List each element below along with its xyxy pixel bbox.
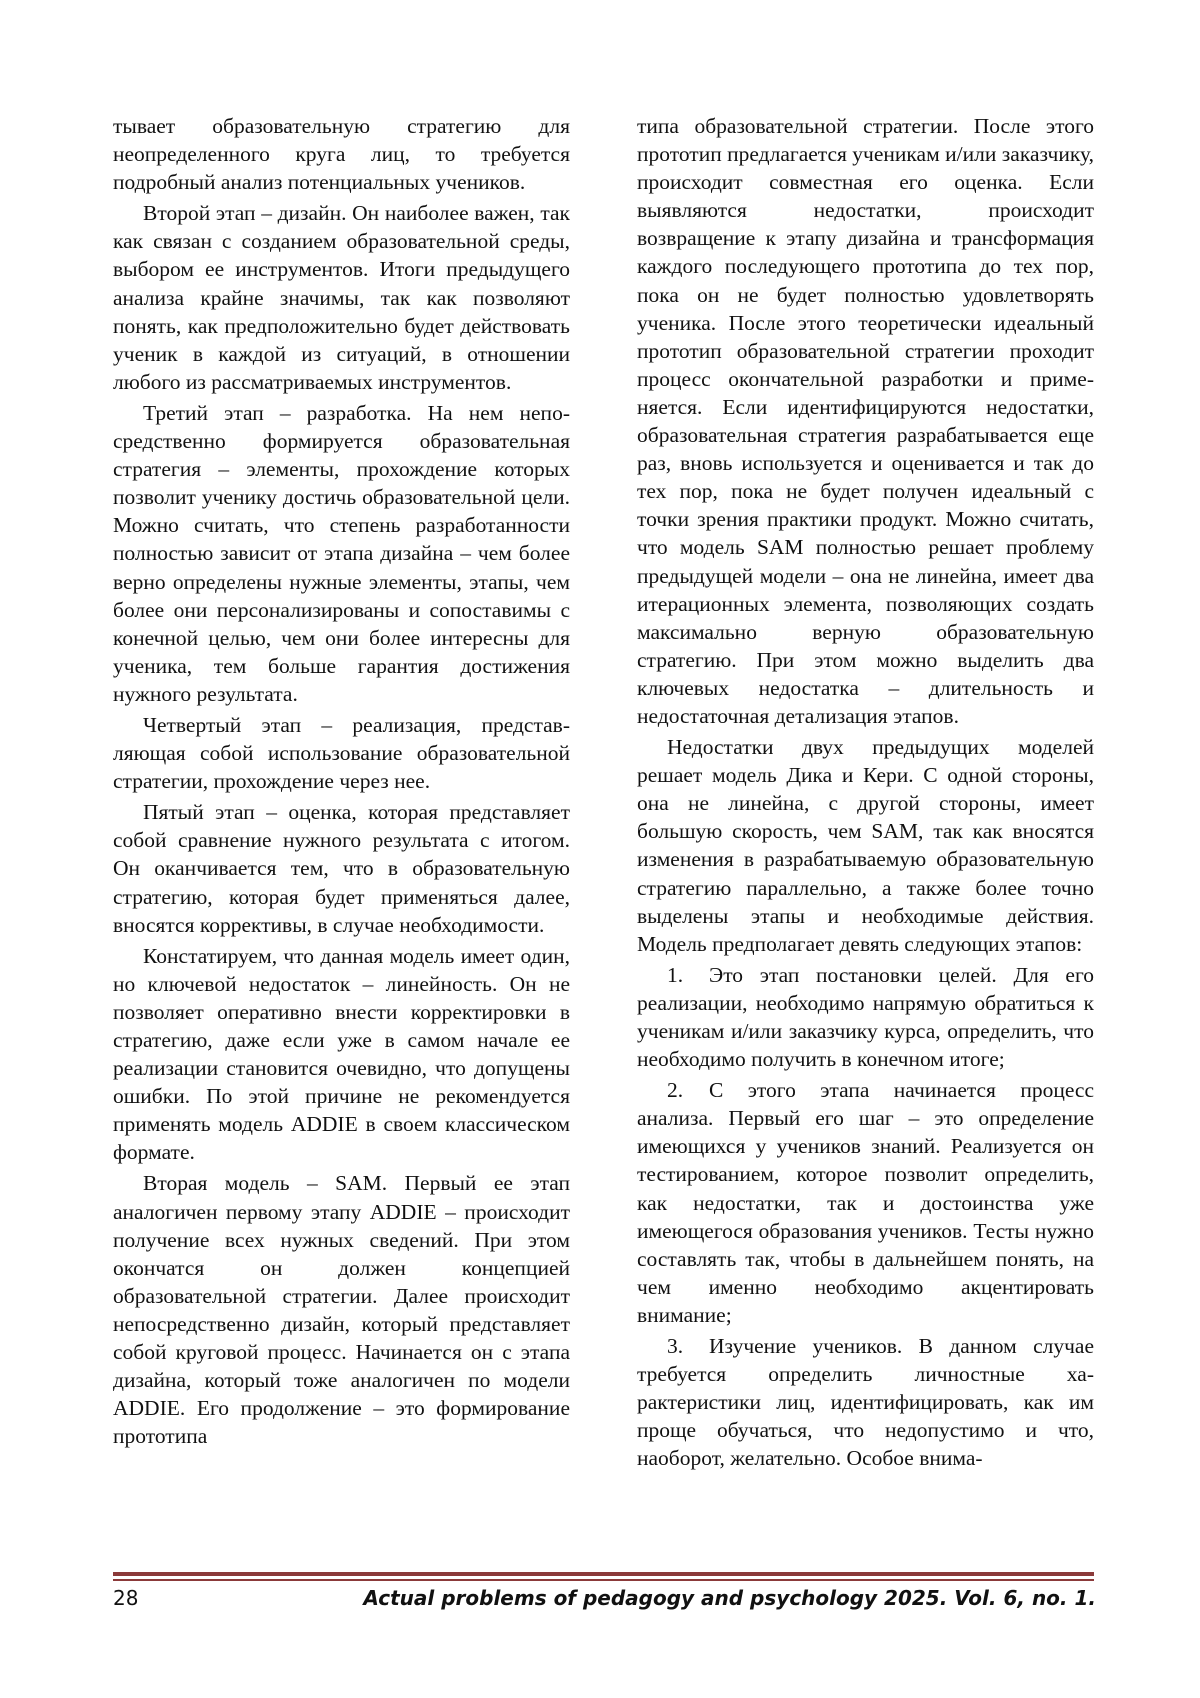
list-item xyxy=(637,1332,1094,1472)
page-number: 28 xyxy=(113,1586,139,1610)
paragraph: тывает образовательную стратегию для неопределенного круга лиц, то требуется подробный анализ потенциальных учеников. xyxy=(113,114,570,195)
list-item-number: 2. xyxy=(667,1078,684,1103)
footer-rule-thick xyxy=(113,1572,1094,1576)
list-item xyxy=(637,1076,1094,1329)
paragraph: типа образовательной стратегии. После этого прототип предлагается ученикам и/или заказчику, происходит совместная его оценка. Если выявляются недостатки, происходит возвращение к этапу дизайна и трансформация каждого последующего прототипа до тех пор, пока он не будет полностью удовлетворять ученика. После этого теоретически идеальный прототип образовательной стратегии проходит процесс окончательной разработки и применяется. Если идентифицируются недостатки, образовательная стратегия разрабатывается еще раз, вновь используется и оценивается и так до тех пор, пока не будет получен идеальный с точки зрения практики продукт. Можно считать, что модель SAM полностью решает проблему предыдущей модели – она не линейна, имеет два итерационных элемента, позволяющих создать максимально верную образовательную стратегию. При этом можно выделить два ключевых недостатка – длительность и недостаточная детализация этапов. xyxy=(637,114,1094,728)
list-item-text: Это этап постановки целей. Для его реализации, необходимо напрямую обратиться к ученикам и/или заказчику курса, определить, что необходимо получить в конечном итоге; xyxy=(637,962,1094,1072)
list-item-text: Изучение учеников. В данном случае требуется определить личностные характеристики лиц, идентифицировать, как им проще обучаться, что недопустимо и что, наоборот, желательно. Особое внима- xyxy=(637,1334,1094,1471)
left-column xyxy=(113,112,570,1453)
list-item-number: 3. xyxy=(667,1334,684,1359)
paragraph: Четвертый этап – реализация, представляющая собой использование образовательной стратегии, прохождение через нее. xyxy=(113,712,570,794)
paragraph: Третий этап – разработка. На нем непосредственно формируется образовательная стратегия – элементы, прохождение которых позволит ученику достичь образовательной цели. Можно считать, что степень разработанности полностью зависит от этапа дизайна – чем более верно определены нужные элементы, этапы, чем более они персонализированы и сопоставимы с конечной целью, чем они более интересны для ученика, тем больше гарантия достижения нужного результата. xyxy=(113,400,570,706)
paragraph: Вторая модель – SAM. Первый ее этап аналогичен первому этапу ADDIE – происходит получение всех нужных сведений. При этом окончатся он должен концепцией образовательной стратегии. Далее происходит непосредственно дизайн, который представляет собой круговой процесс. Начинается он с этапа дизайна, который тоже аналогичен по модели ADDIE. Его продолжение – это формирование прототипа xyxy=(113,1171,570,1449)
paragraph: Пятый этап – оценка, которая представляет собой сравнение нужного результата с итогом. Он оканчивается тем, что в образовательную стратегию, которая будет применяться далее, вносятся коррективы, в случае необходимости. xyxy=(113,800,570,937)
right-column xyxy=(637,112,1094,1476)
paragraph: Констатируем, что данная модель имеет один, но ключевой недостаток – линейность. Он не позволяет оперативно внести корректировки в стратегию, даже если уже в самом начале ее реализации становится очевидно, что допущены ошибки. По этой причине не рекомендуется применять модель ADDIE в своем классическом формате. xyxy=(113,943,570,1165)
paragraph: Недостатки двух предыдущих моделей решает модель Дика и Кери. С одной стороны, она не линейна, с другой стороны, имеет большую скорость, чем SAM, так как вносятся изменения в разрабатываемую образовательную стратегию параллельно, а также более точно выделены этапы и необходимые действия. Модель предполагает девять следующих этапов: xyxy=(637,735,1094,956)
list-item-number: 1. xyxy=(667,962,684,987)
journal-citation: Actual problems of pedagogy and psychology 2025. Vol. 6, no. 1. xyxy=(363,1586,1096,1610)
list-item xyxy=(637,961,1094,1073)
footer-rule-thin xyxy=(113,1579,1094,1581)
list-item-text: С этого этапа начинается процесс анализа. Первый его шаг – это определение имеющихся у учеников знаний. Реализуется он тестированием, которое позволит определить, как недостатки, так и достоинства уже имеющегося образования учеников. Тесты нужно составлять так, чтобы в дальнейшем понять, на чем именно необходимо акцентировать внимание; xyxy=(637,1078,1094,1327)
paragraph: Второй этап – дизайн. Он наиболее важен, так как связан с созданием образовательной среды, выбором ее инструментов. Итоги предыдущего анализа крайне значимы, так как позволяют понять, как предположительно будет действовать ученик в каждой из ситуаций, в отношении любого из рассматриваемых инструментов. xyxy=(113,201,570,394)
